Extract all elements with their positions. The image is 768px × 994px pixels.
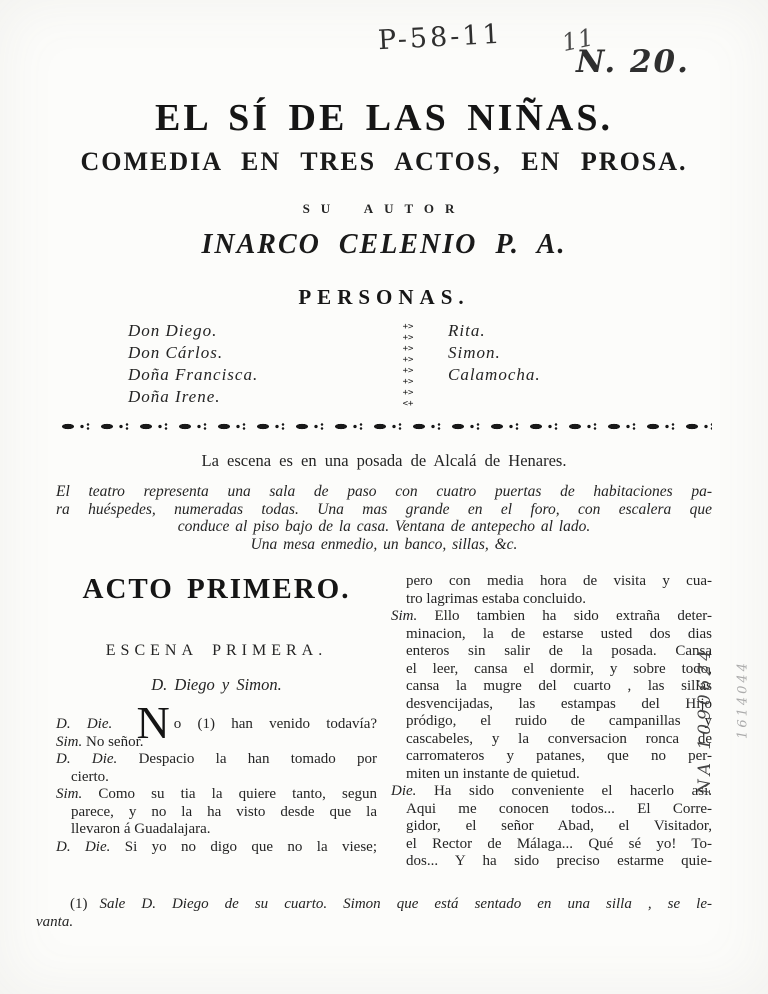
- footnote-line: vanta.: [36, 913, 74, 930]
- scene-characters: D. Diego y Simon.: [151, 675, 282, 694]
- speaker-label: Die.: [391, 783, 434, 799]
- persona-name: Don Diego.: [128, 321, 218, 340]
- handwritten-number-small: 11: [559, 22, 598, 58]
- brace-ornament: [403, 322, 414, 410]
- dialogue-text: enteros sin salir de la posada. Cansa: [406, 643, 712, 659]
- dialogue-line: [56, 804, 377, 822]
- footnote-marker: (1): [70, 895, 88, 912]
- dialogue-line: [391, 696, 712, 714]
- handwritten-issue-number: N. 20.: [576, 44, 690, 80]
- dialogue-text: parece, y no la ha visto desde que la: [71, 803, 377, 820]
- persona-name: Doña Irene.: [128, 387, 221, 406]
- brace-ornament-row: +>: [402, 377, 414, 387]
- dialogue-line: [391, 626, 712, 644]
- scene-location: La escena es en una posada de Alcalá de Henares.: [201, 451, 567, 470]
- right-column: [391, 573, 712, 871]
- dialogue-line: [391, 731, 712, 749]
- footnote: [36, 895, 712, 931]
- footnote-text: Sale D. Diego de su cuarto. Simon que está sentado en una silla , se le-: [99, 895, 712, 912]
- dialogue-line: [391, 818, 712, 836]
- stage-direction-line: El teatro representa una sala de paso con cuatro puertas de habitaciones pa-: [56, 483, 712, 500]
- dialogue-line: [391, 853, 712, 871]
- dialogue-line: [391, 608, 712, 626]
- dialogue-text: Como su tia la quiere tanto, segun: [98, 786, 378, 802]
- persona-name: Don Cárlos.: [128, 343, 224, 362]
- dialogue-line: [391, 836, 712, 854]
- persona-name: Simon.: [448, 343, 501, 362]
- dialogue-line: [56, 786, 377, 804]
- persona-name: Doña Francisca.: [128, 365, 259, 384]
- stage-direction-line: conduce al piso bajo de la casa. Ventana de antepecho al lado.: [177, 518, 591, 535]
- dialogue-line: [391, 783, 712, 801]
- persona-name: Calamocha.: [448, 365, 541, 384]
- text-columns: [56, 573, 712, 871]
- page-subtitle: COMEDIA EN TRES ACTOS, EN PROSA.: [80, 147, 688, 176]
- dialogue-line: [391, 661, 712, 679]
- dialogue-line: [391, 643, 712, 661]
- personas-right-column: [448, 320, 618, 410]
- brace-ornament-row: +>: [402, 322, 414, 332]
- dialogue-text: el Rector de Málaga... Qué sé yo! To-: [406, 835, 712, 852]
- dropcap-initial: N: [136, 697, 170, 748]
- persona-name: Rita.: [448, 321, 486, 340]
- personas-section: [0, 285, 768, 410]
- dialogue-text: No señor.: [86, 733, 144, 750]
- dialogue-text: minacion, la de estarse usted dos dias: [406, 625, 712, 642]
- dialogue-text: llevaron á Guadalajara.: [71, 821, 211, 837]
- handwritten-margin-number-dark: NA 1090624: [695, 645, 715, 795]
- dialogue-line: [391, 678, 712, 696]
- dialogue-text: Ello tambien ha sido extraña deter-: [434, 608, 712, 624]
- personas-list: [0, 320, 768, 410]
- dialogue-text: pródigo, el ruido de campanillas y: [406, 713, 712, 729]
- dialogue-line: [391, 573, 712, 591]
- brace-ornament-row: +>: [402, 388, 414, 398]
- dialogue-line: [391, 713, 712, 731]
- dialogue-right: [391, 573, 712, 871]
- stage-directions: [56, 483, 712, 553]
- brace-ornament-row: +>: [402, 366, 414, 376]
- footnote-line: [56, 895, 712, 913]
- dialogue-text: cansa la mugre del cuarto , las sillas: [406, 678, 712, 694]
- personas-heading: PERSONAS.: [298, 285, 470, 309]
- handwritten-margin-number-faint: 1614044: [735, 660, 751, 739]
- dialogue-text: Si yo no digo que no la viese;: [124, 838, 377, 855]
- dialogue-line: [56, 769, 377, 787]
- dialogue-line: [391, 748, 712, 766]
- speaker-label: D. Die.: [56, 716, 129, 732]
- dialogue-line: [56, 734, 377, 752]
- dialogue-left: [56, 697, 378, 856]
- dialogue-text: pero con media hora de visita y cua-: [406, 573, 712, 589]
- dialogue-text: tro lagrimas estaba concluido.: [406, 590, 586, 607]
- dialogue-text: cascabeles, y la conversacion ronca de: [406, 730, 712, 747]
- stage-direction-line: ra huéspedes, numeradas todas. Una mas grande en el foro, con escalera que: [56, 500, 712, 518]
- dialogue-text: carromateros y patanes, que no per-: [406, 748, 712, 764]
- brace-ornament-row: +>: [402, 344, 414, 354]
- dialogue-text: Despacio la han tomado por: [138, 751, 378, 767]
- dialogue-text: o (1) han venido todavía?: [173, 716, 378, 732]
- dialogue-text: Aqui me conocen todos... El Corre-: [406, 800, 712, 817]
- handwritten-shelfmark: P-58-11: [377, 18, 504, 57]
- dialogue-line: [56, 821, 377, 839]
- title-block: [0, 96, 768, 261]
- speaker-label: Sim.: [56, 733, 86, 750]
- speaker-label: Sim.: [56, 786, 99, 802]
- dialogue-line: [391, 801, 712, 819]
- dialogue-text: miten un instante de quietud.: [406, 765, 580, 782]
- divider-ornament: [56, 420, 712, 433]
- dialogue-text: dos... Y ha sido preciso estarme quie-: [406, 853, 712, 869]
- speaker-label: D. Die.: [56, 838, 125, 855]
- brace-ornament-row: <+: [402, 399, 414, 409]
- dialogue-line: [56, 839, 377, 857]
- stage-direction-line: Una mesa enmedio, un banco, sillas, &c.: [250, 535, 518, 553]
- page-title: EL SÍ DE LAS NIÑAS.: [155, 97, 613, 139]
- dialogue-line: [56, 751, 377, 769]
- dialogue-text: gidor, el señor Abad, el Visitador,: [406, 818, 712, 834]
- personas-left-column: [128, 320, 368, 410]
- speaker-label: Sim.: [391, 608, 435, 624]
- brace-ornament-row: +>: [402, 355, 414, 365]
- dialogue-text: cierto.: [71, 768, 109, 785]
- dialogue-text: desvencijadas, las estampas del Hijo: [406, 695, 712, 712]
- scene-heading: ESCENA PRIMERA.: [105, 642, 328, 659]
- dialogue-line: [391, 766, 712, 784]
- brace-ornament-row: +>: [402, 333, 414, 343]
- dialogue-line: [391, 591, 712, 609]
- speaker-label: D. Die.: [56, 751, 139, 767]
- author-name: INARCO CELENIO P. A.: [201, 229, 567, 260]
- act-heading: ACTO PRIMERO.: [82, 573, 351, 605]
- dialogue-text: Ha sido conveniente el hacerlo así.: [433, 783, 712, 799]
- dialogue-text: el leer, cansa el dormir, y sobre todo,: [406, 660, 712, 677]
- author-label: SU AUTOR: [302, 201, 466, 216]
- left-column: [56, 573, 377, 871]
